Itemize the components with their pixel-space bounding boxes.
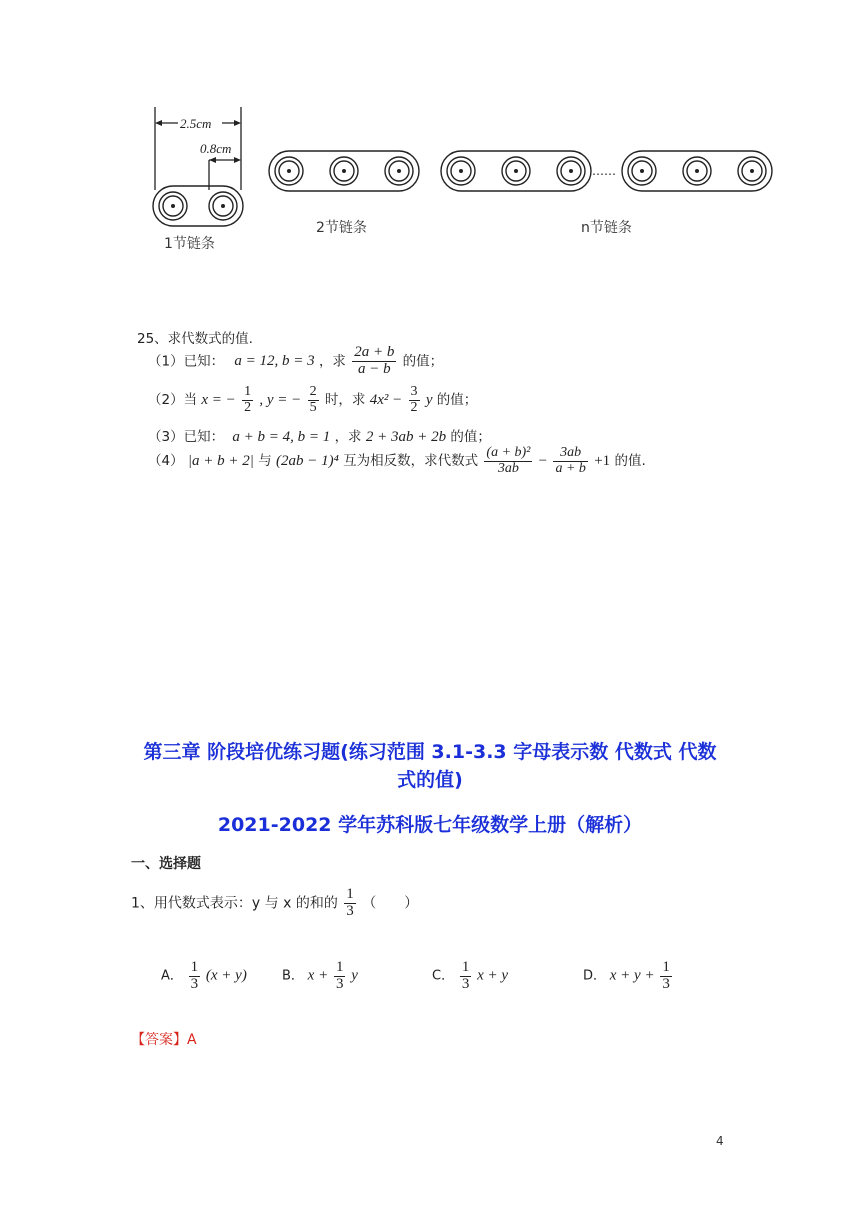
q25-part3-label: （3）已知： (148, 429, 225, 445)
q25-part3-ask: ，求 (334, 429, 362, 445)
q25-part4-fraction-1 (484, 446, 532, 476)
q1-option-b-num: 1 (335, 959, 344, 975)
q25-part2-expr-a: 4x² − (369, 392, 403, 409)
q25-part2-fraction-x (242, 385, 253, 415)
q25-part2-fraction-coef (409, 385, 420, 415)
section-heading: 一、选择题 (131, 856, 201, 872)
q25-part4-fraction-2-den: a + b (555, 460, 586, 476)
q1-option-c-num: 1 (461, 959, 470, 975)
q25-part4-with: 与 (258, 453, 272, 470)
q1-stem-text: 1、用代数式表示：y 与 x 的和的 (131, 895, 338, 912)
caption-n-links: n节链条 (581, 220, 632, 236)
q1-option-d-label: D． (583, 968, 607, 984)
q25-part2-expr-b: y (425, 392, 433, 409)
q1-stem-fraction-den: 3 (346, 902, 354, 919)
q25-part4-abs: |a + b + 2| (187, 453, 254, 470)
q1-option-c-fraction (460, 960, 472, 993)
q25-part2 (148, 385, 477, 415)
q25-part3-end: 的值； (450, 429, 491, 445)
q25-part2-fraction-y-num: 2 (309, 384, 317, 399)
q25-part1-ask: ，求 (318, 353, 346, 370)
q25-part2-fraction-y-den: 5 (309, 399, 317, 415)
q1-answer: 【答案】A (131, 1032, 197, 1048)
q25-part2-fraction-coef-num: 3 (410, 384, 418, 399)
page-number: 4 (716, 1134, 724, 1148)
q1-option-a-num: 1 (190, 959, 199, 975)
q1-option-d[interactable] (583, 960, 674, 993)
dimension-gap-label: 0.8cm (200, 141, 232, 156)
caption-one-link: 1节链条 (164, 236, 215, 252)
q25-part2-fraction-x-den: 2 (244, 399, 252, 415)
q1-option-b-fraction (334, 960, 346, 993)
chapter-title-line2: 式的值) (397, 769, 463, 791)
chain-ellipsis: …… (592, 164, 616, 178)
q25-heading: 25、求代数式的值. (137, 331, 253, 347)
q1-option-d-den: 3 (662, 975, 670, 992)
q25-part4-plus: +1 (594, 453, 611, 470)
q25-part3 (148, 425, 491, 446)
q1-option-c-den: 3 (461, 975, 470, 992)
q25-part4-pow: (2ab − 1)⁴ (275, 453, 339, 470)
q1-option-a-rest: (x + y) (205, 967, 247, 984)
q25-part4-end: 的值. (614, 453, 646, 470)
q1-option-c[interactable] (432, 960, 508, 993)
q1-option-b-den: 3 (335, 975, 344, 992)
q1-option-a-label: A． (161, 968, 183, 984)
q25-part4-label: （4） (148, 453, 184, 470)
q1-option-c-label: C． (432, 968, 455, 984)
caption-two-links: 2节链条 (316, 220, 367, 236)
q1-option-d-fraction (660, 960, 672, 993)
q1-option-a-fraction (189, 960, 201, 993)
q25-part4-fraction-2 (553, 446, 587, 476)
q25-part4-fraction-2-num: 3ab (553, 446, 587, 462)
q1-stem (131, 887, 418, 920)
q25-part1-fraction (352, 345, 396, 378)
q25-part2-x: x = − (201, 392, 236, 409)
q1-answer-paren: （ ） (362, 895, 419, 912)
q1-option-c-rest: x + y (477, 967, 509, 984)
q25-part1-denominator: a − b (357, 360, 391, 377)
chain-figure (140, 95, 790, 260)
q25-part2-label: （2）当 (148, 392, 198, 409)
q25-part4-fraction-1-num: (a + b)² (486, 445, 531, 460)
q25-part2-fraction-x-num: 1 (244, 384, 252, 399)
q1-option-b-rest: y (351, 967, 358, 984)
q1-option-d-pre: x + y + (609, 967, 655, 984)
q25-part4-minus: − (538, 453, 548, 470)
q1-stem-fraction-num: 1 (346, 886, 354, 902)
q25-part1 (148, 345, 443, 378)
q25-part2-end: 的值； (436, 392, 478, 409)
q1-option-a[interactable] (161, 960, 247, 993)
q1-option-b-pre: x + (307, 967, 329, 984)
q25-part4 (148, 446, 646, 476)
q25-part3-given: a + b = 4, b = 1 (232, 429, 331, 445)
q25-part1-label: （1）已知： (148, 353, 225, 370)
q25-part1-given: a = 12, b = 3 (234, 353, 315, 370)
q1-option-b[interactable] (282, 960, 358, 993)
q1-option-d-num: 1 (662, 959, 670, 975)
q1-option-a-den: 3 (190, 975, 199, 992)
dimension-total-label: 2.5cm (180, 116, 212, 131)
q25-part2-when: 时，求 (324, 392, 366, 409)
q25-part2-y: , y = − (259, 392, 302, 409)
q1-option-b-label: B． (282, 968, 304, 984)
q25-part3-expr: 2 + 3ab + 2b (365, 429, 447, 445)
q25-part4-fraction-1-den: 3ab (497, 460, 519, 476)
chapter-title-line1: 第三章 阶段培优练习题(练习范围 3.1-3.3 字母表示数 代数式 代数 (143, 741, 717, 763)
q25-part1-numerator: 2a + b (354, 344, 395, 360)
chapter-subtitle: 2021-2022 学年苏科版七年级数学上册（解析） (217, 814, 643, 836)
q25-part4-mid: 互为相反数，求代数式 (343, 453, 479, 470)
q25-part1-end: 的值； (402, 353, 444, 370)
q1-stem-fraction (344, 887, 356, 920)
chain-one-link (153, 186, 243, 226)
q25-part2-fraction-coef-den: 2 (410, 399, 418, 415)
q25-part2-fraction-y (308, 385, 319, 415)
